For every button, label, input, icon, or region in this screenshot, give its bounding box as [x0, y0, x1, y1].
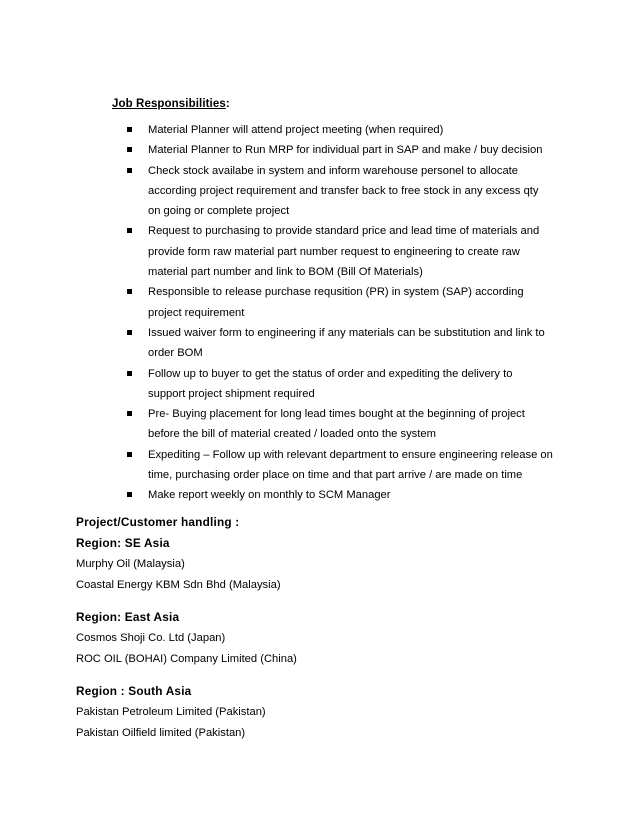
region-title-se-asia: Region: SE Asia	[76, 536, 170, 550]
list-item: Material Planner to Run MRP for individual part in SAP and make / buy decision	[124, 140, 564, 160]
square-bullet-icon	[127, 168, 132, 173]
customer-item: Murphy Oil (Malaysia)	[76, 558, 185, 570]
list-item: Make report weekly on monthly to SCM Manager	[124, 485, 564, 505]
square-bullet-icon	[127, 289, 132, 294]
square-bullet-icon	[127, 411, 132, 416]
list-item: Responsible to release purchase requsition (PR) in system (SAP) according project requirement	[124, 282, 564, 323]
responsibilities-list	[124, 120, 564, 506]
project-customer-heading: Project/Customer handling :	[76, 515, 240, 529]
customer-item: ROC OIL (BOHAI) Company Limited (China)	[76, 653, 297, 665]
region-title-south-asia: Region : South Asia	[76, 684, 192, 698]
customer-item: Cosmos Shoji Co. Ltd (Japan)	[76, 632, 226, 644]
list-item: Follow up to buyer to get the status of order and expediting the delivery to support project shipment required	[124, 364, 564, 405]
list-item: Issued waiver form to engineering if any materials can be substitution and link to order BOM	[124, 323, 564, 364]
list-item: Request to purchasing to provide standard price and lead time of materials and provide form raw material part number request to engineering to create raw material part number and link to BOM (Bill Of Materials)	[124, 221, 564, 282]
job-responsibilities-title: Job Responsibilities	[112, 98, 226, 110]
region-east-asia-section	[76, 607, 596, 670]
square-bullet-icon	[127, 452, 132, 457]
list-item: Check stock availabe in system and inform warehouse personel to allocate according project requirement and transfer back to free stock in any excess qty on going or complete project	[124, 161, 564, 222]
square-bullet-icon	[127, 371, 132, 376]
list-item: Expediting – Follow up with relevant department to ensure engineering release on time, purchasing order place on time and that part arrive / are made on time	[124, 445, 564, 486]
square-bullet-icon	[127, 492, 132, 497]
customer-item: Coastal Energy KBM Sdn Bhd (Malaysia)	[76, 579, 281, 591]
square-bullet-icon	[127, 228, 132, 233]
customer-item: Pakistan Petroleum Limited (Pakistan)	[76, 706, 266, 718]
project-customer-section	[76, 512, 596, 596]
heading-colon: :	[225, 98, 230, 110]
list-item: Pre- Buying placement for long lead times bought at the beginning of project before the bill of material created / loaded onto the system	[124, 404, 564, 445]
region-south-asia-section	[76, 681, 596, 744]
square-bullet-icon	[127, 147, 132, 152]
square-bullet-icon	[127, 127, 132, 132]
job-responsibilities-heading	[112, 98, 230, 110]
region-title-east-asia: Region: East Asia	[76, 610, 180, 624]
square-bullet-icon	[127, 330, 132, 335]
list-item: Material Planner will attend project meeting (when required)	[124, 120, 564, 140]
customer-item: Pakistan Oilfield limited (Pakistan)	[76, 727, 246, 739]
